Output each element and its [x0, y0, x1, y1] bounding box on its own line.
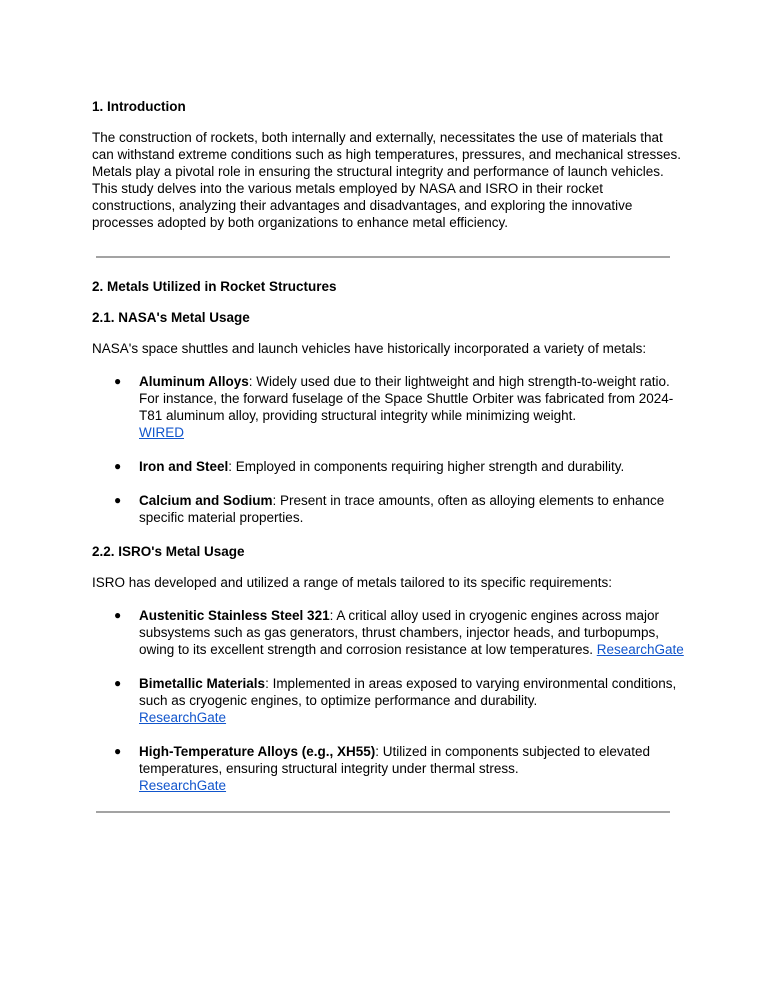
nasa-metal-list	[92, 373, 684, 526]
list-item	[92, 458, 684, 475]
bullet-dot-icon: ●	[114, 459, 122, 473]
bullet-dot-icon: ●	[114, 493, 122, 507]
subsection-heading-isro: 2.2. ISRO's Metal Usage	[92, 544, 245, 559]
list-item-text: : Implemented in areas exposed to varying environmental conditions, such as cryogenic engines, to optimize performance and durability.	[139, 676, 677, 708]
list-item-term: Austenitic Stainless Steel 321	[139, 608, 330, 623]
list-item	[92, 607, 684, 658]
introduction-paragraph: The construction of rockets, both internally and externally, necessitates the use of materials that can withstand extreme conditions such as high temperatures, pressures, and mechanical stresses. Metals play a pivotal role in ensuring the structural integrity and performance of launch vehicles. This study delves into the various metals employed by NASA and ISRO in their rocket constructions, analyzing their advantages and disadvantages, and exploring the innovative processes adopted by both organizations to enhance metal efficiency.	[92, 130, 682, 230]
list-item-text: : Utilized in components subjected to elevated temperatures, ensuring structural integrity under thermal stress.	[139, 744, 650, 776]
list-item	[92, 743, 684, 794]
list-item-text: : A critical alloy used in cryogenic engines across major subsystems such as gas generators, thrust chambers, injector heads, and turbopumps, owing to its excellent strength and corrosion resistance at low temperatures.	[139, 608, 660, 657]
source-link[interactable]: ResearchGate	[139, 778, 227, 793]
horizontal-rule	[96, 256, 670, 258]
subsection-heading-nasa: 2.1. NASA's Metal Usage	[92, 310, 250, 325]
bullet-dot-icon: ●	[114, 608, 122, 622]
isro-lead-paragraph: ISRO has developed and utilized a range of metals tailored to its specific requirements:	[92, 575, 613, 590]
bullet-dot-icon: ●	[114, 744, 122, 758]
nasa-lead-paragraph: NASA's space shuttles and launch vehicles have historically incorporated a variety of metals:	[92, 341, 647, 356]
list-item-term: Aluminum Alloys	[139, 374, 249, 389]
document-content	[92, 98, 684, 813]
horizontal-rule	[96, 811, 670, 813]
list-item-text: : Present in trace amounts, often as alloying elements to enhance specific material properties.	[139, 493, 665, 525]
source-link[interactable]: ResearchGate	[596, 642, 684, 657]
list-item-term: High-Temperature Alloys (e.g., XH55)	[139, 744, 376, 759]
section-heading-introduction: 1. Introduction	[92, 99, 186, 114]
list-item-text: : Widely used due to their lightweight and high strength-to-weight ratio. For instance, the forward fuselage of the Space Shuttle Orbiter was fabricated from 2024-T81 aluminum alloy, providing structural integrity while minimizing weight.	[139, 374, 674, 423]
list-item	[92, 373, 684, 441]
source-link[interactable]: WIRED	[139, 425, 184, 440]
section-heading-metals: 2. Metals Utilized in Rocket Structures	[92, 279, 337, 294]
bullet-dot-icon: ●	[114, 374, 122, 388]
list-item-term: Bimetallic Materials	[139, 676, 266, 691]
list-item-text: : Employed in components requiring higher strength and durability.	[228, 459, 625, 474]
list-item	[92, 675, 684, 726]
list-item-term: Calcium and Sodium	[139, 493, 273, 508]
bullet-dot-icon: ●	[114, 676, 122, 690]
isro-metal-list	[92, 607, 684, 794]
list-item-term: Iron and Steel	[139, 459, 229, 474]
source-link[interactable]: ResearchGate	[139, 710, 227, 725]
list-item	[92, 492, 684, 526]
